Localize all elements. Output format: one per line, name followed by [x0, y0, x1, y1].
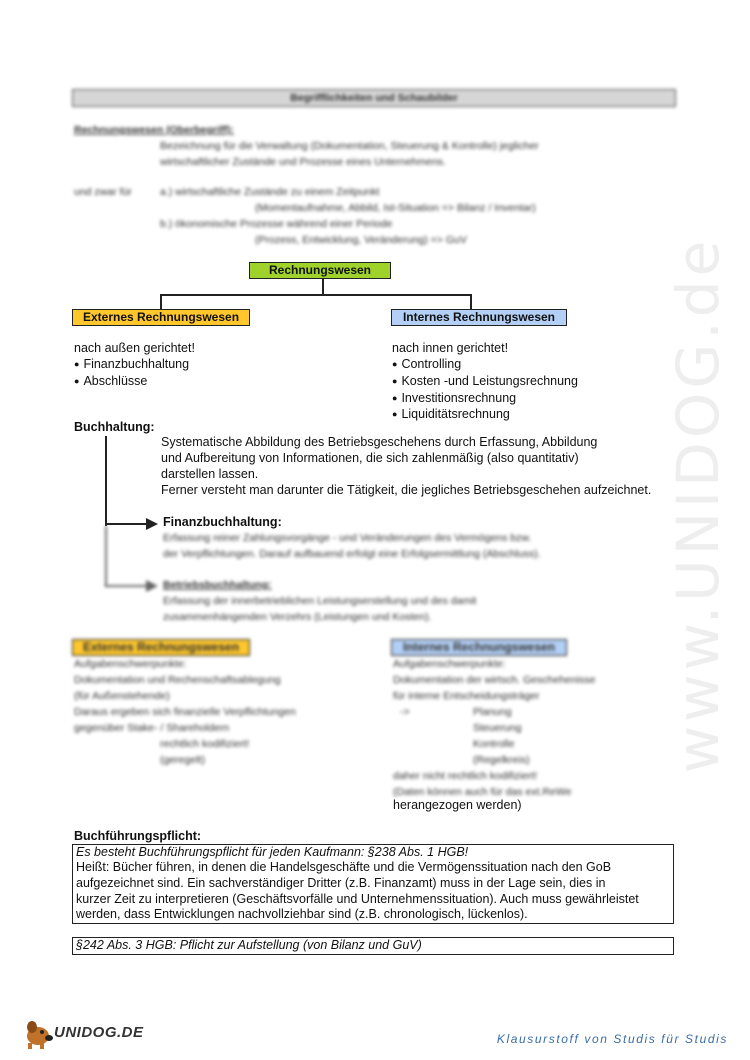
- comparison-task: Kontrolle: [473, 738, 515, 750]
- comparison-arrow: ->: [400, 706, 410, 718]
- diagram-external-box: Externes Rechnungswesen: [72, 309, 250, 326]
- buchhaltung-line: darstellen lassen.: [161, 467, 259, 481]
- comparison-left-line: Dokumentation und Rechenschaftsablegung: [74, 674, 281, 686]
- diagram-connector: [322, 279, 324, 295]
- comparison-right-tail: daher nicht rechtlich kodifiziert!: [393, 770, 538, 782]
- pflicht-italic: Es besteht Buchführungspflicht für jeden Kaufmann: §238 Abs. 1 HGB!: [76, 845, 469, 859]
- external-list: [74, 357, 189, 391]
- bebu-line: zusammenhängenden Verzehrs (Leistungen und Kosten).: [163, 611, 432, 623]
- comparison-left-line: rechtlich kodifiziert!: [160, 738, 250, 750]
- pflicht-note-box: [72, 937, 674, 955]
- tree-connector: [105, 436, 107, 526]
- pflicht-heading: Buchführungspflicht:: [74, 829, 202, 843]
- comparison-right-line: Dokumentation der wirtsch. Geschehenisse: [393, 674, 596, 686]
- list-item: ● Abschlüsse: [74, 374, 189, 391]
- fibu-line: der Verpflichtungen. Darauf aufbauend erfolgt eine Erfolgsermittlung (Abschluss).: [163, 548, 541, 560]
- footer-tagline: Klausurstoff von Studis für Studis: [496, 1032, 728, 1046]
- diagram-connector: [160, 294, 162, 310]
- intro-und-zwar: und zwar für: [74, 186, 132, 198]
- intro-a-line: a.) wirtschaftliche Zustände zu einem Zeitpunkt: [160, 186, 380, 198]
- dog-icon: [22, 1016, 56, 1050]
- intro-heading: Rechnungswesen (Oberbegriff):: [74, 124, 234, 136]
- tree-connector: [105, 526, 107, 586]
- intro-b-detail: (Prozess, Entwicklung, Veränderung) => GuV: [255, 234, 467, 246]
- comparison-right-line: Aufgabenschwerpunkte:: [393, 658, 506, 670]
- pflicht-note: §242 Abs. 3 HGB: Pflicht zur Aufstellung (von Bilanz und GuV): [76, 938, 422, 952]
- comparison-task: Steuerung: [473, 722, 522, 734]
- buchhaltung-line: Systematische Abbildung des Betriebsgeschehens durch Erfassung, Abbildung: [161, 435, 598, 449]
- unidog-logo[interactable]: [22, 1016, 172, 1050]
- arrow-right-icon: [146, 580, 158, 592]
- comparison-task: (Regelkreis): [473, 754, 530, 766]
- diagram-internal-box: Internes Rechnungswesen: [391, 309, 567, 326]
- intro-a-detail: (Momentaufnahme, Abbild, Ist-Situation => Bilanz / Inventar): [255, 202, 536, 214]
- comparison-left-line: gegenüber Stake- / Shareholdern: [74, 722, 230, 734]
- arrow-right-icon: [146, 518, 158, 530]
- list-item: ● Kosten -und Leistungsrechnung: [392, 374, 578, 391]
- comparison-right-last: herangezogen werden): [393, 798, 522, 812]
- fibu-line: Erfassung reiner Zahlungsvorgänge - und Veränderungen des Vermögens bzw.: [163, 532, 532, 544]
- comparison-left-line: (für Außenstehende): [74, 690, 170, 702]
- watermark: www.UNIDOG.de: [664, 236, 732, 774]
- diagram-root-box: Rechnungswesen: [249, 262, 391, 279]
- pflicht-line: aufgezeichnet sind. Ein sachverständiger Dritter (z.B. Finanzamt) muss in der Lage sein, dies in: [76, 876, 606, 890]
- buchhaltung-line: und Aufbereitung von Informationen, die sich zahlenmäßig (also quantitativ): [161, 451, 579, 465]
- diagram-connector: [470, 294, 472, 310]
- internal-direction: nach innen gerichtet!: [392, 341, 509, 355]
- intro-def-1: Bezeichnung für die Verwaltung (Dokumentation, Steuerung & Kontrolle) jeglicher: [160, 140, 539, 152]
- logo-text: UNIDOG.DE: [54, 1024, 144, 1041]
- comparison-internal-box: Internes Rechnungswesen: [391, 639, 567, 656]
- diagram-connector: [160, 294, 471, 296]
- comparison-right-tail: (Daten können auch für das ext.ReWe: [393, 786, 572, 798]
- list-item: ● Controlling: [392, 357, 578, 374]
- list-item: ● Investitionsrechnung: [392, 391, 578, 408]
- bebu-heading: Betriebsbuchhaltung:: [163, 579, 272, 591]
- comparison-left-line: Aufgabenschwerpunkte:: [74, 658, 187, 670]
- list-item: ● Finanzbuchhaltung: [74, 357, 189, 374]
- pflicht-line: kurzer Zeit zu interpretieren (Geschäftsvorfälle und Unternehmenssituation). Auch muss gewährleistet: [76, 892, 639, 906]
- comparison-task: Planung: [473, 706, 512, 718]
- list-item: ● Liquiditätsrechnung: [392, 407, 578, 424]
- fibu-heading: Finanzbuchhaltung:: [163, 515, 282, 529]
- tree-connector: [105, 523, 151, 525]
- pflicht-box: [72, 844, 674, 924]
- comparison-external-box: Externes Rechnungswesen: [72, 639, 250, 656]
- comparison-right-line: für interne Entscheidungsträger: [393, 690, 540, 702]
- pflicht-line: Heißt: Bücher führen, in denen die Handelsgeschäfte und die Vermögenssituation nach den GoB: [76, 860, 612, 874]
- intro-b-line: b.) ökonomische Prozesse während einer Periode: [160, 218, 393, 230]
- buchhaltung-line: Ferner versteht man darunter die Tätigkeit, die jegliches Betriebsgeschehen aufzeichnet.: [161, 483, 652, 497]
- page-title-bar: Begrifflichkeiten und Schaubilder: [72, 89, 676, 107]
- pflicht-line: werden, dass Entwicklungen nachvollziehbar sind (z.B. chronologisch, lückenlos).: [76, 907, 528, 921]
- comparison-left-line: Daraus ergeben sich finanzielle Verpflichtungen: [74, 706, 296, 718]
- internal-list: [392, 357, 578, 424]
- tree-connector: [105, 585, 151, 587]
- external-direction: nach außen gerichtet!: [74, 341, 195, 355]
- bebu-line: Erfassung der innerbetrieblichen Leistungserstellung und des damit: [163, 595, 477, 607]
- intro-def-2: wirtschaftlicher Zustände und Prozesse eines Unternehmens.: [160, 156, 446, 168]
- comparison-left-line: (geregelt): [160, 754, 205, 766]
- buchhaltung-heading: Buchhaltung:: [74, 420, 155, 434]
